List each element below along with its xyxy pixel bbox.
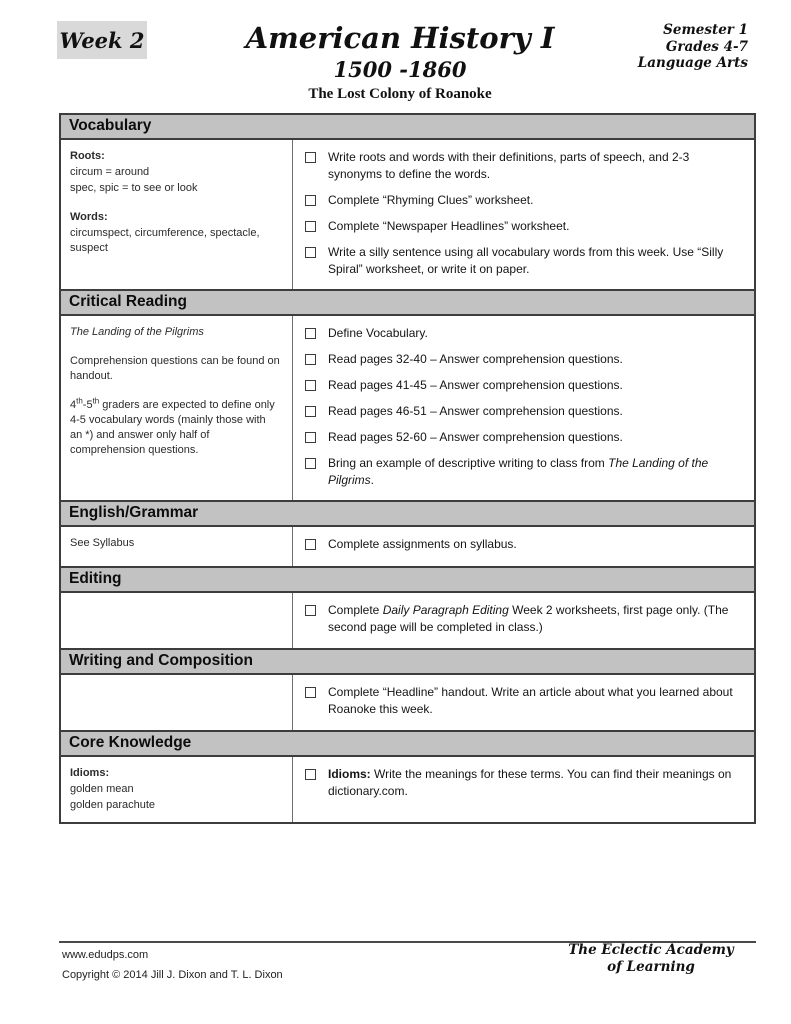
assignments-cell: [293, 316, 754, 500]
note-line: Comprehension questions can be found on handout.: [70, 355, 280, 382]
checkbox-icon[interactable]: [305, 380, 316, 391]
footer-copyright: Copyright © 2014 Jill J. Dixon and T. L. Dixon: [62, 969, 283, 981]
assignments-cell: [293, 527, 754, 566]
section-title: Writing and Composition: [69, 652, 253, 669]
assignment-text: Define Vocabulary.: [328, 326, 428, 340]
meta-grades: Grades 4-7: [665, 38, 748, 55]
note-line: spec, spic = to see or look: [70, 182, 198, 194]
section-header-core-knowledge: [61, 730, 754, 757]
sections: [59, 113, 756, 824]
note-spacer: [70, 341, 280, 354]
section-header-editing: [61, 566, 754, 593]
assignment-text: Write a silly sentence using all vocabulary words from this week. Use “Silly Spiral” worksheet, or write it on paper.: [328, 245, 724, 276]
checkbox-icon[interactable]: [305, 769, 316, 780]
footer-left: [62, 946, 283, 985]
note-spacer: [70, 197, 280, 210]
section-critical-reading: [61, 289, 754, 500]
assignment-item: [305, 218, 740, 235]
assignment-text: Complete “Headline” handout. Write an article about what you learned about Roanoke this week.: [328, 685, 733, 716]
assignment-text: Read pages 46-51 – Answer comprehension questions.: [328, 404, 623, 418]
checkbox-icon[interactable]: [305, 458, 316, 469]
note-line: circum = around: [70, 166, 150, 178]
checkbox-icon[interactable]: [305, 687, 316, 698]
assignments-cell: [293, 757, 754, 822]
section-header-critical-reading: [61, 289, 754, 316]
assignment-text: Complete Daily Paragraph Editing Week 2 worksheets, first page only. (The second page will be completed in class.): [328, 603, 729, 634]
assignments-cell: [293, 140, 754, 289]
notes-cell: [61, 593, 293, 648]
section-title: English/Grammar: [69, 504, 199, 521]
assignment-item: [305, 377, 740, 394]
checkbox-icon[interactable]: [305, 152, 316, 163]
note-line: See Syllabus: [70, 537, 135, 549]
checkbox-icon[interactable]: [305, 605, 316, 616]
assignment-text: Bring an example of descriptive writing to class from The Landing of the Pilgrims.: [328, 456, 709, 487]
course-dates: 1500 -1860: [333, 57, 467, 82]
assignment-item: [305, 602, 740, 636]
section-header-vocabulary: [61, 115, 754, 140]
header-meta: [638, 22, 748, 72]
assignments-cell: [293, 593, 754, 648]
section-header-english-grammar: [61, 500, 754, 527]
note-line: Words:: [70, 211, 108, 223]
meta-subject: Language Arts: [637, 55, 748, 71]
checkbox-icon[interactable]: [305, 247, 316, 258]
section-title: Critical Reading: [69, 293, 187, 310]
lesson-topic: The Lost Colony of Roanoke: [308, 86, 492, 102]
note-line: The Landing of the Pilgrims: [70, 326, 204, 338]
section-core-knowledge: [61, 730, 754, 822]
assignment-text: Read pages 41-45 – Answer comprehension questions.: [328, 378, 623, 392]
assignment-item: [305, 429, 740, 446]
notes-cell: [61, 140, 293, 289]
section-title: Vocabulary: [69, 117, 152, 134]
assignment-item: [305, 766, 740, 800]
brand-name-line2: of Learning: [607, 959, 695, 975]
course-title: American History I: [245, 21, 555, 55]
page-header: [200, 22, 600, 103]
checkbox-icon[interactable]: [305, 195, 316, 206]
checkbox-icon[interactable]: [305, 432, 316, 443]
assignment-text: Read pages 52-60 – Answer comprehension questions.: [328, 430, 623, 444]
notes-cell: [61, 316, 293, 500]
brand-name-line1: The Eclectic Academy: [568, 942, 734, 958]
section-title: Core Knowledge: [69, 734, 192, 751]
assignment-item: [305, 325, 740, 342]
assignment-item: [305, 351, 740, 368]
note-line: golden parachute: [70, 799, 156, 811]
note-line: Idioms:: [70, 767, 110, 779]
checkbox-icon[interactable]: [305, 539, 316, 550]
checkbox-icon[interactable]: [305, 406, 316, 417]
note-line: 4th-5th graders are expected to define only 4-5 vocabulary words (mainly those with an *) and answer only half of comprehension questions.: [70, 396, 275, 456]
assignment-text: Idioms: Write the meanings for these terms. You can find their meanings on dictionary.com.: [328, 767, 732, 798]
notes-cell: [61, 757, 293, 822]
section-vocabulary: [61, 115, 754, 289]
assignment-item: [305, 244, 740, 278]
note-line: golden mean: [70, 783, 134, 795]
section-header-writing-and-composition: [61, 648, 754, 675]
section-writing-and-composition: [61, 648, 754, 730]
section-english-grammar: [61, 500, 754, 566]
assignment-text: Read pages 32-40 – Answer comprehension questions.: [328, 352, 623, 366]
note-spacer: [70, 385, 280, 398]
assignments-cell: [293, 675, 754, 730]
assignment-item: [305, 149, 740, 183]
assignment-text: Complete “Rhyming Clues” worksheet.: [328, 193, 534, 207]
assignment-text: Write roots and words with their definitions, parts of speech, and 2-3 synonyms to define the words.: [328, 150, 690, 181]
note-line: Roots:: [70, 150, 105, 162]
checkbox-icon[interactable]: [305, 221, 316, 232]
checkbox-icon[interactable]: [305, 354, 316, 365]
assignment-text: Complete assignments on syllabus.: [328, 537, 517, 551]
notes-cell: [61, 527, 293, 566]
assignment-item: [305, 455, 740, 489]
checkbox-icon[interactable]: [305, 328, 316, 339]
assignment-item: [305, 684, 740, 718]
assignment-item: [305, 536, 740, 553]
footer-website: www.edudps.com: [62, 949, 149, 961]
note-line: circumspect, circumference, spectacle, suspect: [70, 227, 260, 254]
week-badge: Week 2: [57, 21, 147, 59]
assignment-item: [305, 403, 740, 420]
section-editing: [61, 566, 754, 648]
footer-brand: [551, 942, 751, 976]
meta-semester: Semester 1: [663, 22, 748, 38]
section-title: Editing: [69, 570, 122, 587]
assignment-text: Complete “Newspaper Headlines” worksheet.: [328, 219, 570, 233]
notes-cell: [61, 675, 293, 730]
assignment-item: [305, 192, 740, 209]
